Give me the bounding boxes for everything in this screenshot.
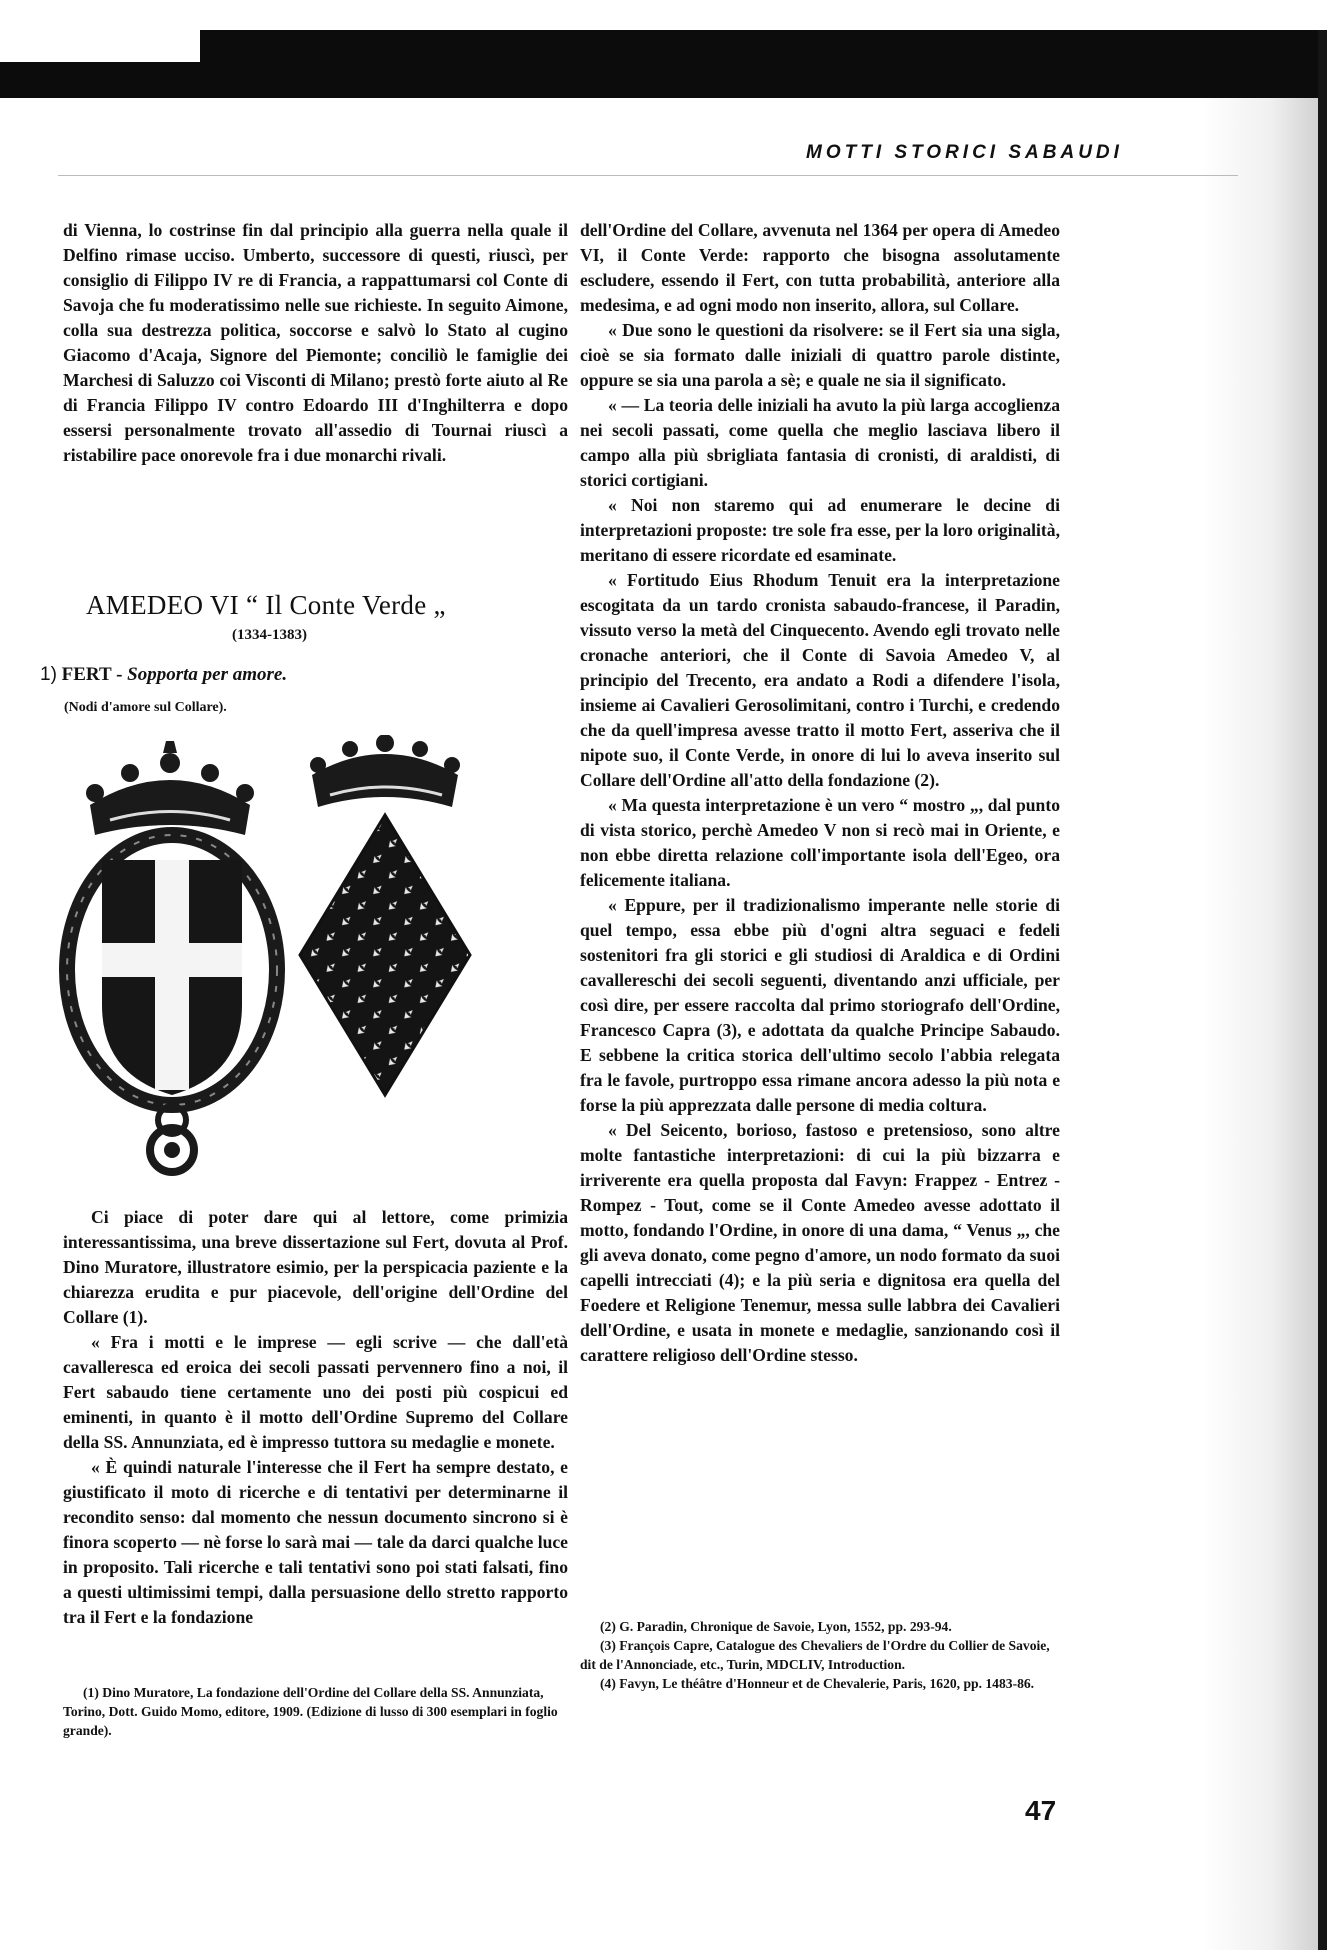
lozenge-shield-emblem xyxy=(300,735,470,1095)
paragraph: « Ma questa interpretazione è un vero “ mostro „, dal punto di vista storico, perchè Amedeo V non si recò mai in Oriente, e non ebbe diretta relazione coll'importante isola dell'Egeo, ora felicemente italiana. xyxy=(580,795,1060,890)
motto-caption: (Nodi d'amore sul Collare). xyxy=(64,700,227,715)
left-column-body xyxy=(63,1205,568,1630)
footnote-text: (4) Favyn, Le théâtre d'Honneur et de Chevalerie, Paris, 1620, pp. 1483-86. xyxy=(600,1676,1035,1691)
page-number: 47 xyxy=(1025,1795,1057,1826)
motto-meaning: Sopporta per amore. xyxy=(127,664,288,685)
footnote-1 xyxy=(63,1683,568,1740)
savoy-shield-emblem xyxy=(67,741,277,1172)
scan-top-border-left xyxy=(0,62,200,98)
paragraph: « Fra i motti e le imprese — egli scrive — che dall'età cavalleresca ed eroica dei secoli passati pervennero fino a noi, il Fert sabaudo tiene certamente uno dei posti più cospicui ed eminenti, in quanto è il motto dell'Ordine Supremo del Collare della SS. Annunziata, ed è impresso tuttora su medaglie e monete. xyxy=(63,1332,568,1452)
collar-pendant-knot-icon xyxy=(150,1106,194,1172)
crown-icon xyxy=(86,741,254,835)
chapter-heading: AMEDEO VI “ Il Conte Verde „ xyxy=(86,590,446,620)
right-column-body xyxy=(580,218,1060,1368)
paragraph: dell'Ordine del Collare, avvenuta nel 1364 per opera di Amedeo VI, il Conte Verde: rapporto che bisogna assolutamente escludere, essendo il Fert, con tutta probabilità, anteriore alla medesima, e ad ogni modo non inserito, allora, sul Collare. xyxy=(580,220,1060,315)
paragraph: Ci piace di poter dare qui al lettore, come primizia interessantissima, una breve dissertazione sul Fert, dovuta al Prof. Dino Muratore, illustratore esimio, per la perspicacia paziente e la chiarezza erudita e pur piacevole, dell'origine dell'Ordine del Collare (1). xyxy=(63,1207,568,1327)
header-rule xyxy=(58,175,1238,176)
paragraph: « Fortitudo Eius Rhodum Tenuit era la interpretazione escogitata da un tardo cronista sabaudo-francese, il Paradin, vissuto verso la metà del Cinquecento. Avendo egli trovato nelle cronache anteriori, che il Conte di Savoia Amedeo V, al principio del Trecento, era andato a Rodi a difendere l'isola, insieme ai Cavalieri Gerosolimitani, contro i Turchi, e credendo che da quell'impresa avesse tratto il motto Fert, asseriva che il nipote suo, il Conte Verde, in onore di lui lo aveva inserito sul Collare dell'Ordine all'atto della fondazione (2). xyxy=(580,570,1060,790)
motto-word: FERT xyxy=(61,664,112,685)
page-curl-shadow xyxy=(1200,98,1318,1950)
scan-right-border xyxy=(1318,30,1327,1950)
scan-top-border xyxy=(200,30,1327,98)
left-column-intro xyxy=(63,218,568,468)
paragraph: « — La teoria delle iniziali ha avuto la più larga accoglienza nei secoli passati, come quella che meglio lasciava libero il campo alla più sbrigliata fantasia di cronisti, di araldisti, di storici cortigiani. xyxy=(580,395,1060,490)
crown-icon xyxy=(310,735,460,807)
scan-corner xyxy=(1300,0,1327,30)
footnote-text: (1) Dino Muratore, La fondazione dell'Ordine del Collare della SS. Annunziata, Torino, Dott. Guido Momo, editore, 1909. (Edizione di lusso di 300 esemplari in foglio grande). xyxy=(63,1685,558,1738)
motto-number: 1) xyxy=(40,664,57,685)
paragraph: « Due sono le questioni da risolvere: se il Fert sia una sigla, cioè se sia formato dalle iniziali di quattro parole distinte, oppure se sia una parola a sè; e quale ne sia il significato. xyxy=(580,320,1060,390)
motto-separator: - xyxy=(116,664,123,685)
paragraph: di Vienna, lo costrinse fin dal principio alla guerra nella quale il Delfino rimase ucciso. Umberto, successore di questi, riuscì, per consiglio di Filippo IV re di Francia, a rappattumarsi col Conte di Savoja che fu moderatissimo nelle sue richieste. In seguito Aimone, colla sua destrezza politica, soccorse e salvò lo Stato al cugino Giacomo d'Acaja, Signore del Piemonte; conciliò le famiglie dei Marchesi di Saluzzo coi Visconti di Milano; prestò forte aiuto al Re di Francia Filippo IV contro Edoardo III d'Inghilterra e dopo essersi personalmente trovato all'assedio di Tournai riuscì a ristabilire pace onorevole fra i due monarchi rivali. xyxy=(63,220,568,465)
motto-line xyxy=(40,664,287,686)
paragraph: « Noi non staremo qui ad enumerare le decine di interpretazioni proposte: tre sole fra esse, per la loro originalità, meritano di essere ricordate ed esaminate. xyxy=(580,495,1060,565)
reign-dates: (1334-1383) xyxy=(232,627,307,643)
running-header: MOTTI STORICI SABAUDI xyxy=(806,142,1123,163)
footnote-text: (3) François Capre, Catalogue des Chevaliers de l'Ordre du Collier de Savoie, dit de l'Annonciade, etc., Turin, MDCLIV, Introduction. xyxy=(580,1638,1050,1672)
paragraph: « Eppure, per il tradizionalismo imperante nelle storie di quel tempo, essa ebbe più d'ogni altra seguaci e fedeli sostenitori fra gli storici e gli studiosi di Araldica e di Ordini cavallereschi dei secoli seguenti, diventando anzi ufficiale, per così dire, per essere raccolta dal primo storiografo dell'Ordine, Francesco Capra (3), e adottata da qualche Principe Sabaudo. E sebbene la critica storica dell'ultimo secolo l'abbia relegata fra le favole, purtroppo essa rimane ancora adesso la più nota e forse la più apprezzata dalle persone di media coltura. xyxy=(580,895,1060,1115)
paragraph: « Del Seicento, borioso, fastoso e pretensioso, sono altre molte fantastiche interpretazioni: di cui la più bizzarra e irriverente era quella proposta dal Favyn: Frappez - Entrez - Rompez - Tout, come se il Conte Amedeo avesse adottato il motto, fondando l'Ordine, in onore di una dama, “ Venus „, che gli aveva donato, come pegno d'amore, un nodo formato da suoi capelli intrecciati (4); e la più seria e dignitosa era quella del Foedere et Religione Tenemur, messa sulle labbra dei Cavalieri dell'Ordine, e usata in monete e medaglie, sanzionando così il carattere religioso dell'Ordine stesso. xyxy=(580,1120,1060,1365)
footnotes-2-4 xyxy=(580,1617,1060,1693)
coats-of-arms-illustration xyxy=(50,735,510,1180)
footnote-text: (2) G. Paradin, Chronique de Savoie, Lyon, 1552, pp. 293-94. xyxy=(600,1619,952,1634)
paragraph: « È quindi naturale l'interesse che il Fert ha sempre destato, e giustificato il moto di ricerche e di tentativi per determinarne il recondito senso: dal momento che nessun documento sincrono si è finora scoperto — nè forse lo sarà mai — tale da darci qualche luce in proposito. Tali ricerche e tali tentativi sono poi stati falsati, fino a questi ultimissimi tempi, dalla persuasione dello stretto rapporto tra il Fert e la fondazione xyxy=(63,1457,568,1627)
